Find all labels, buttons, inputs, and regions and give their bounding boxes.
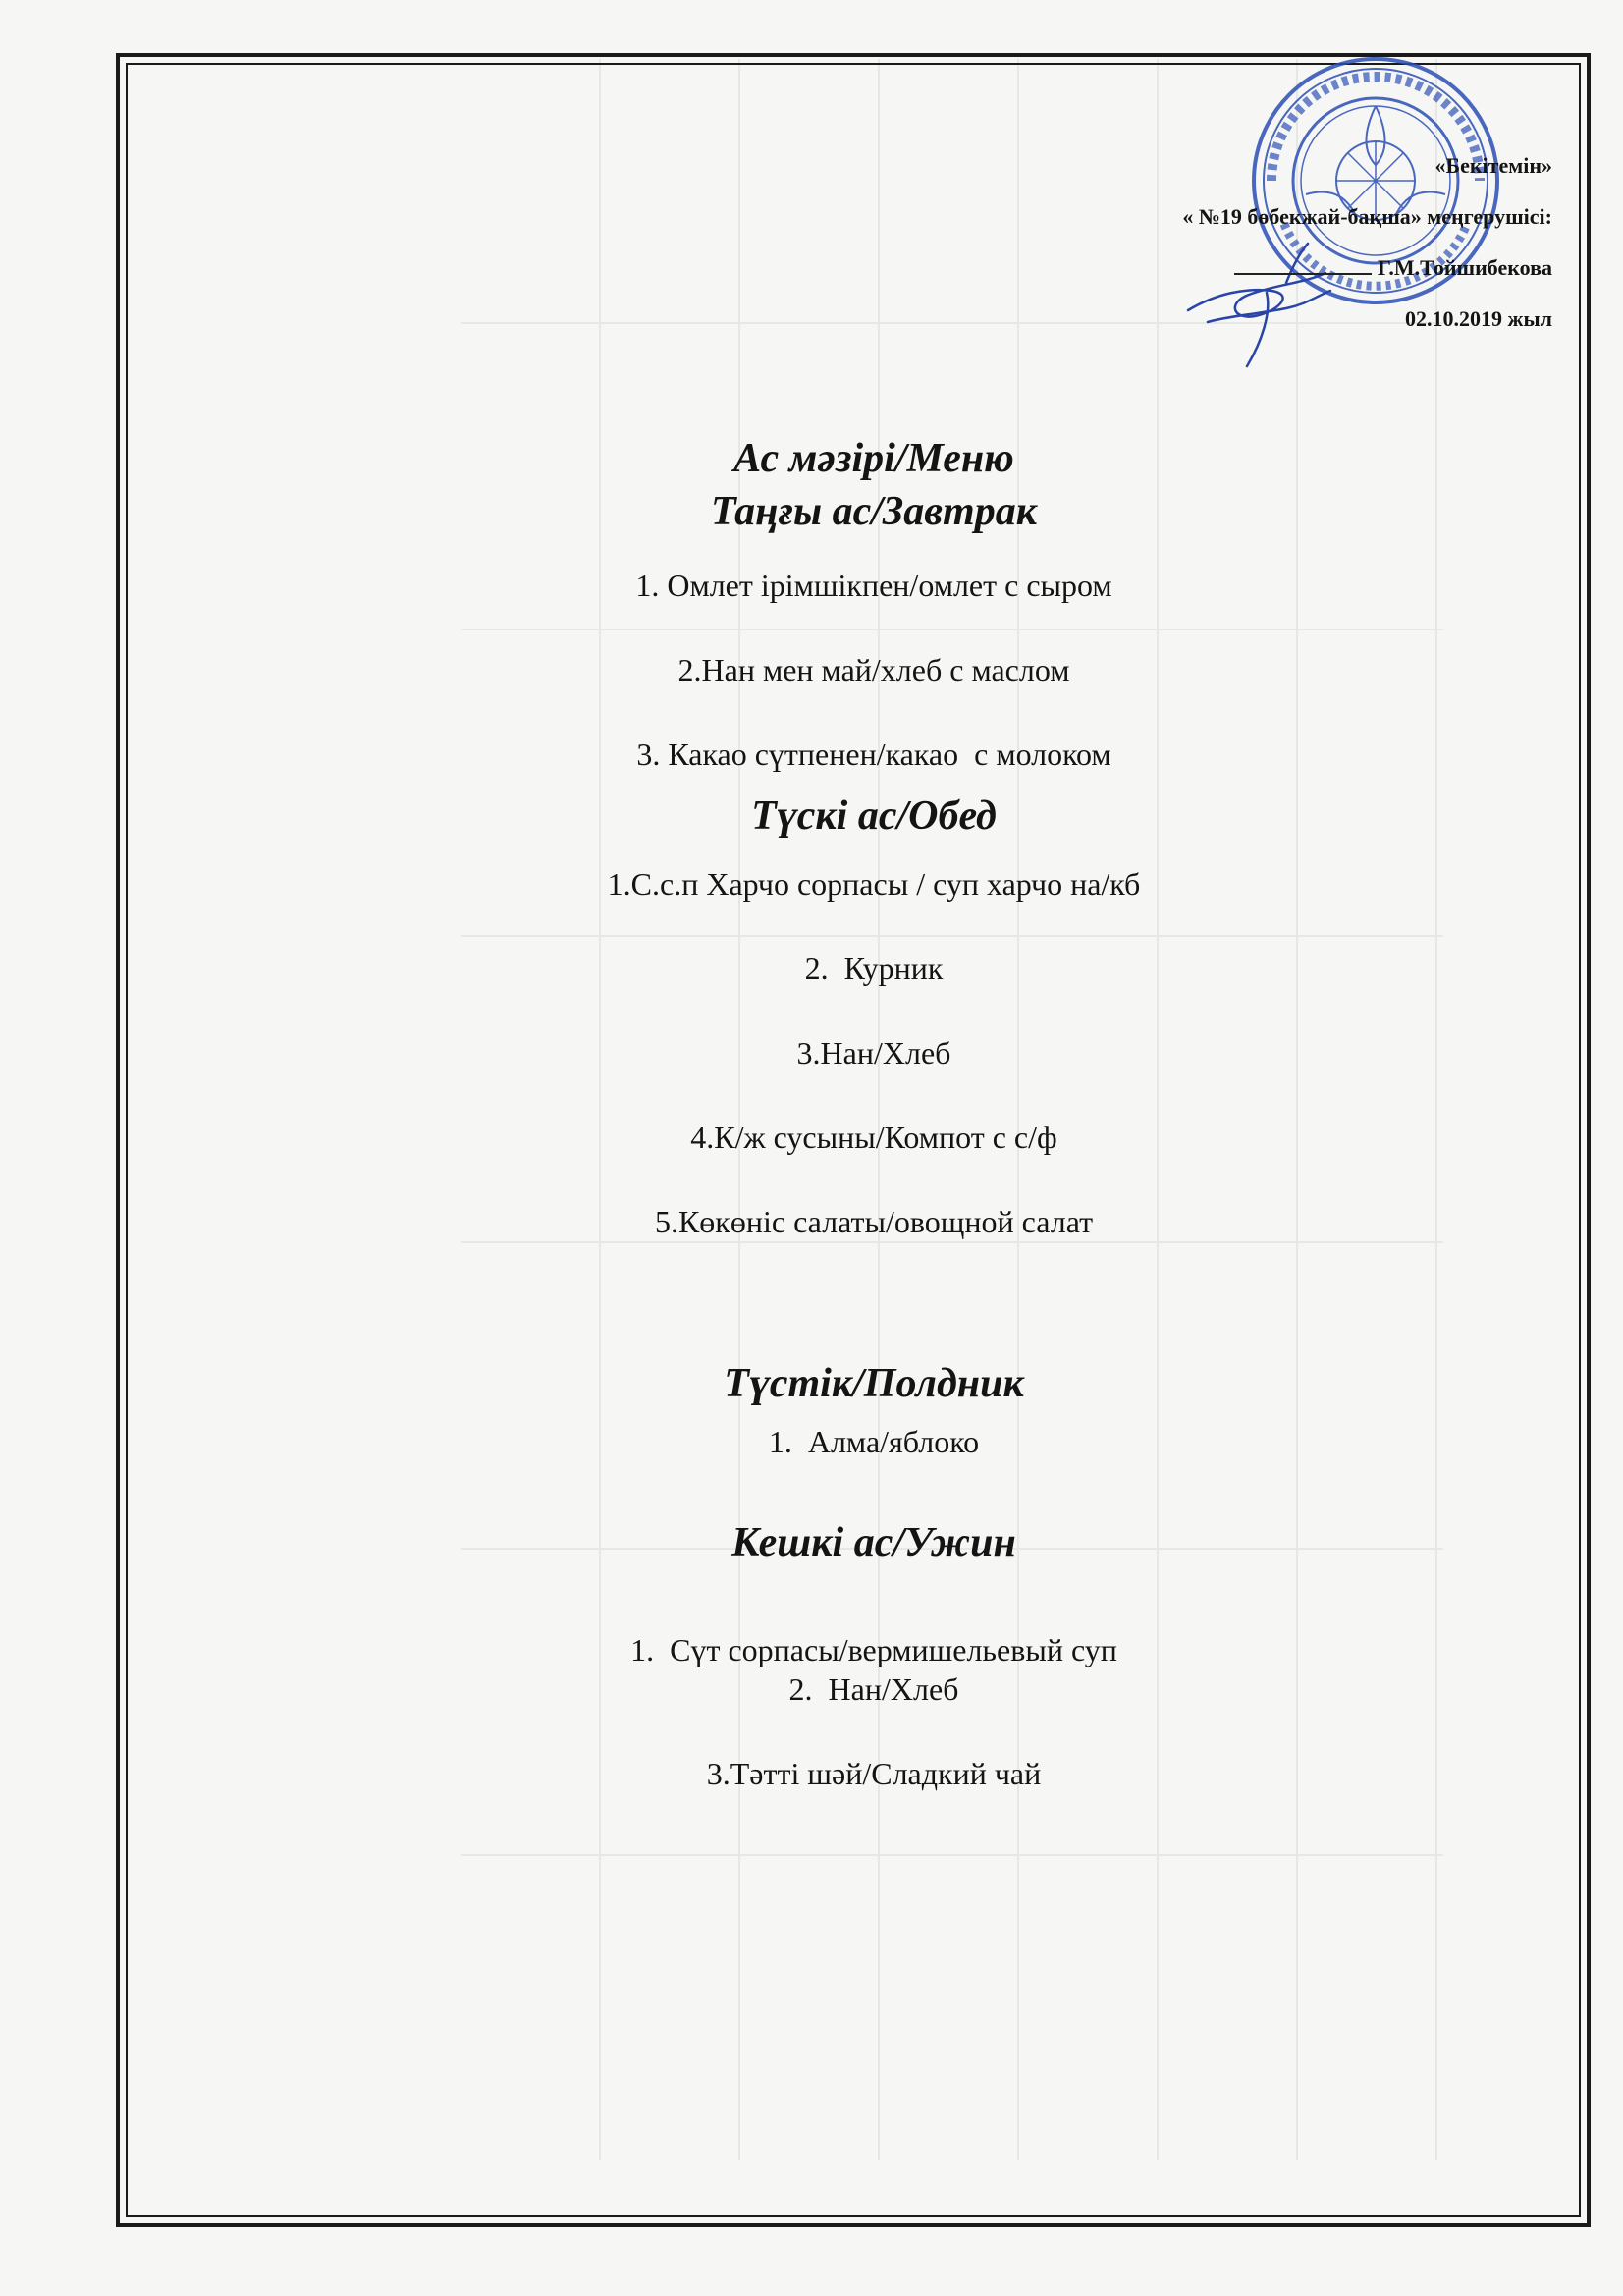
snack-heading: Түстік/Полдник xyxy=(724,1361,1024,1406)
lunch-heading: Түскі ас/Обед xyxy=(751,793,997,839)
approval-signatory xyxy=(1182,257,1552,279)
approval-block xyxy=(1182,155,1552,359)
dinner-item: 1. Сүт сорпасы/вермишельевый суп xyxy=(630,1632,1117,1667)
approval-name: Г.М.Тойшибекова xyxy=(1377,255,1552,280)
snack-item: 1. Алма/яблоко xyxy=(768,1424,980,1459)
dinner-item: 2. Нан/Хлеб xyxy=(788,1671,959,1707)
dinner-heading: Кешкі ас/Ужин xyxy=(731,1520,1016,1565)
lunch-item: 3.Нан/Хлеб xyxy=(796,1035,951,1070)
dinner-item: 3.Тәтті шәй/Сладкий чай xyxy=(706,1756,1042,1791)
lunch-item: 2. Курник xyxy=(804,951,944,986)
breakfast-item: 1. Омлет ірімшікпен/омлет с сыром xyxy=(635,568,1112,603)
approval-position: « №19 бөбекжай-бақша» меңгерушісі: xyxy=(1182,204,1552,229)
breakfast-heading: Таңғы ас/Завтрак xyxy=(710,489,1037,534)
breakfast-item: 2.Нан мен май/хлеб с маслом xyxy=(677,652,1070,687)
approval-title: «Бекітемін» xyxy=(1434,153,1552,178)
signature-line xyxy=(1234,273,1372,275)
menu-content xyxy=(0,432,1623,1793)
approval-date: 02.10.2019 жыл xyxy=(1405,306,1552,331)
lunch-item: 4.К/ж сусыны/Компот с с/ф xyxy=(690,1120,1057,1155)
breakfast-item: 3. Какао сүтпенен/какао с молоком xyxy=(636,737,1111,772)
lunch-item: 5.Көкөніс салаты/овощной салат xyxy=(654,1204,1094,1239)
menu-title: Ас мәзірі/Меню xyxy=(733,436,1014,481)
lunch-item: 1.С.с.п Харчо сорпасы / суп харчо на/кб xyxy=(607,866,1141,902)
